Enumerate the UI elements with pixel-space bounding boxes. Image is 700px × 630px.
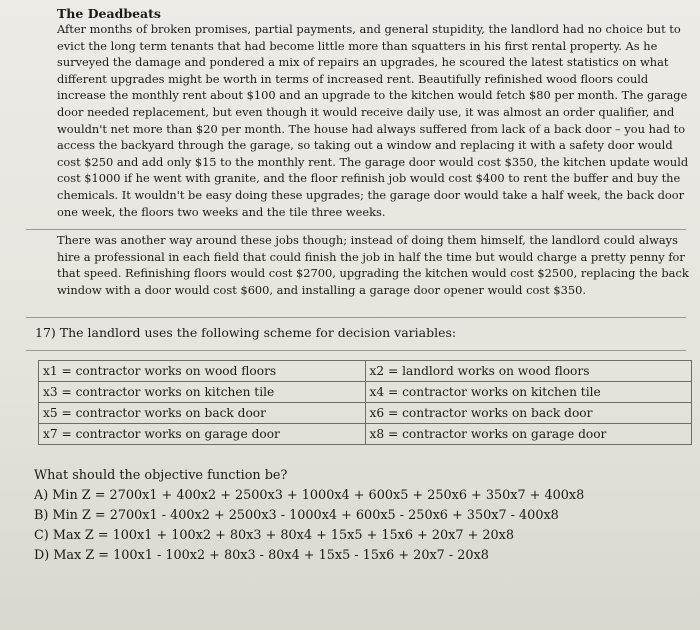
table-cell: x2 = landlord works on wood floors <box>365 361 692 382</box>
option-c: C) Max Z = 100x1 + 100x2 + 80x3 + 80x4 + 15x5 + 15x6 + 20x7 + 20x8 <box>34 528 515 543</box>
decision-variables-table <box>38 360 692 445</box>
table-row <box>39 403 692 424</box>
table-row <box>39 361 692 382</box>
option-b: B) Min Z = 2700x1 - 400x2 + 2500x3 - 1000x4 + 600x5 - 250x6 + 350x7 - 400x8 <box>34 508 559 523</box>
table-row <box>39 424 692 445</box>
option-d: D) Max Z = 100x1 - 100x2 + 80x3 - 80x4 + 15x5 - 15x6 + 20x7 - 20x8 <box>34 548 489 563</box>
table-cell: x3 = contractor works on kitchen tile <box>39 382 366 403</box>
table-cell: x4 = contractor works on kitchen tile <box>365 382 692 403</box>
table-cell: x5 = contractor works on back door <box>39 403 366 424</box>
table-cell: x1 = contractor works on wood floors <box>39 361 366 382</box>
story-paragraph-2: There was another way around these jobs though; instead of doing them himself, the landlord could always hire a professional in each field that could finish the job in half the time but would charge a pretty penny for that speed. Refinishing floors would cost $2700, upgrading the kitchen would cost $2500, replacing the back window with a door would cost $600, and installing a garage door opener would cost $350. <box>57 233 689 297</box>
table-cell: x8 = contractor works on garage door <box>365 424 692 445</box>
divider <box>26 229 686 230</box>
document-title: The Deadbeats <box>57 6 161 21</box>
option-a: A) Min Z = 2700x1 + 400x2 + 2500x3 + 1000x4 + 600x5 + 250x6 + 350x7 + 400x8 <box>34 488 585 503</box>
question-17: 17) The landlord uses the following scheme for decision variables: <box>35 325 457 340</box>
divider <box>26 350 686 351</box>
table-cell: x6 = contractor works on back door <box>365 403 692 424</box>
table-row <box>39 382 692 403</box>
question-prompt: What should the objective function be? <box>34 468 288 483</box>
table-cell: x7 = contractor works on garage door <box>39 424 366 445</box>
story-paragraph-1: After months of broken promises, partial payments, and general stupidity, the landlord had no choice but to evict the long term tenants that had become little more than squatters in his first rental property. As he surveyed the damage and pondered a mix of repairs an upgrades, he scoured the latest statistics on what different upgrades might be worth in terms of increased rent. Beautifully refinished wood floors could increase the monthly rent about $100 and an upgrade to the kitchen would fetch $80 per month. The garage door needed replacement, but even though it would receive daily use, it was almost an order qualifier, and wouldn't net more than $20 per month. The house had always suffered from lack of a back door – you had to access the backyard through the garage, so taking out a window and replacing it with a safety door would cost $250 and add only $15 to the monthly rent. The garage door would cost $350, the kitchen update would cost $1000 if he went with granite, and the floor refinish job would cost $400 to rent the buffer and buy the chemicals. It wouldn't be easy doing these upgrades; the garage door would take a half week, the back door one week, the floors two weeks and the tile three weeks. <box>57 22 689 219</box>
answer-options <box>34 466 584 566</box>
divider <box>26 317 686 318</box>
